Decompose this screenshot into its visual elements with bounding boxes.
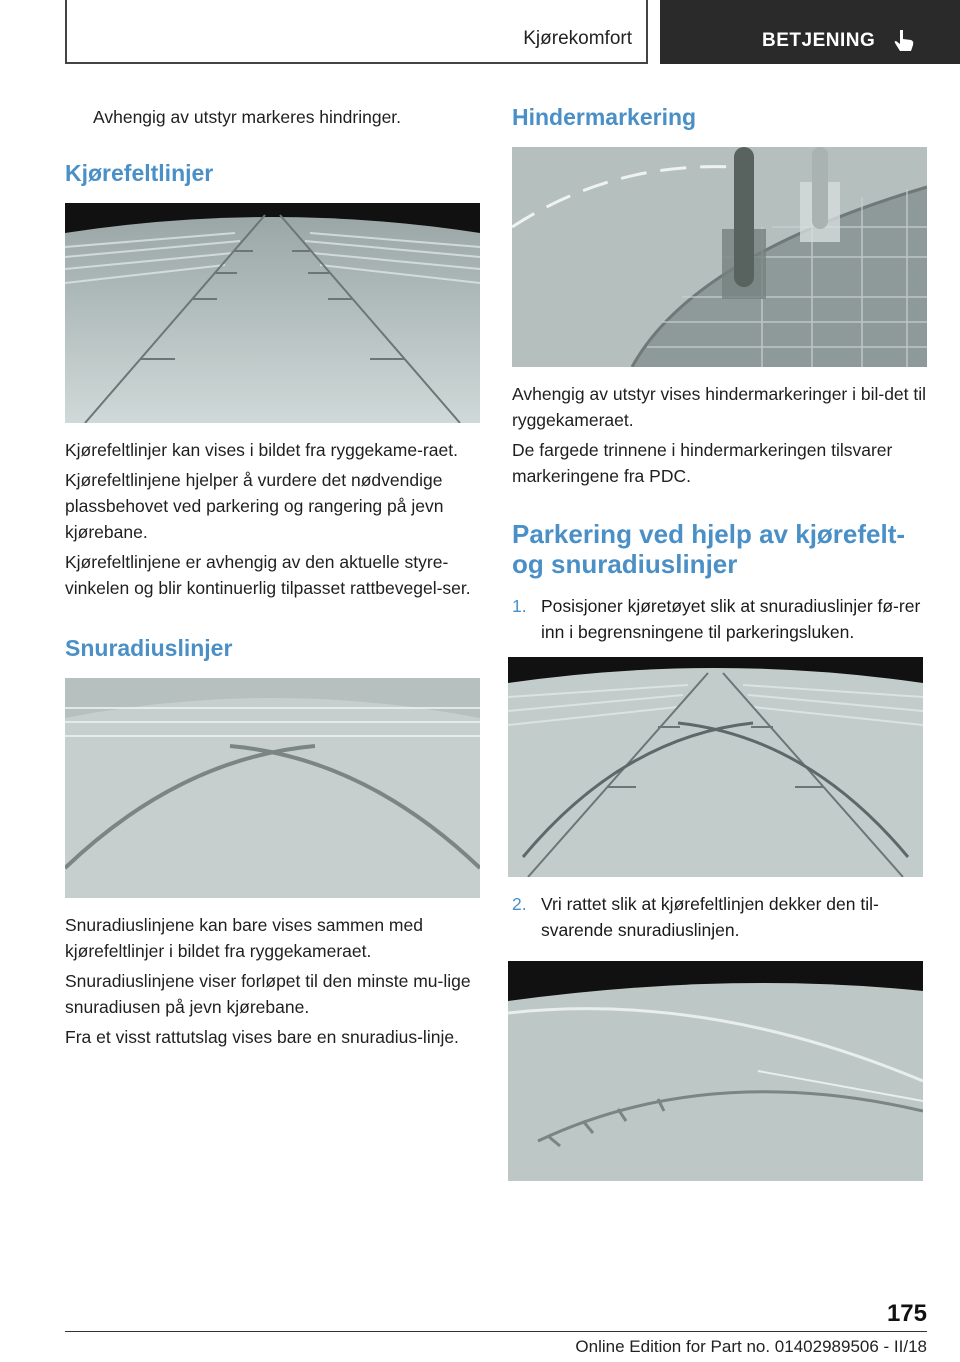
left-column [65,100,480,1050]
turning-radius-paragraph-3: Fra et visst rattutslag vises bare en snuradius-linje. [65,1027,459,1047]
obstacle-marking-paragraph-2: De fargede trinnene i hindermarkeringen tilsvarer markeringene fra PDC. [512,440,893,486]
obstacle-marking-paragraph-1: Avhengig av utstyr vises hindermarkeringer i bil-det til ryggekameraet. [512,384,927,430]
step-2 [512,891,927,943]
turning-radius-paragraph-1: Snuradiuslinjene kan bare vises sammen med kjørefeltlinjer i bildet fra ryggekameraet. [65,915,423,961]
lane-lines-heading: Kjørefeltlinjer [65,160,214,186]
lane-lines-paragraph-1: Kjørefeltlinjer kan vises i bildet fra ryggekame-raet. [65,440,458,460]
step-1-number: 1. [512,596,527,616]
turning-radius-paragraph-2: Snuradiuslinjene viser forløpet til den minste mu-lige snuradiusen på jevn kjørebane. [65,971,471,1017]
parking-step-1-figure [508,657,923,877]
header-chapter-title: BETJENING [762,30,876,51]
turning-radius-figure [65,678,480,898]
lane-lines-paragraph-3: Kjørefeltlinjene er avhengig av den aktuelle styre-vinkelen og blir kontinuerlig tilpasset rattbevegel-ser. [65,552,471,598]
hand-pointer-icon [891,28,917,54]
obstacle-marking-figure [512,147,927,367]
step-2-text: Vri rattet slik at kjørefeltlinjen dekker den til-svarende snuradiuslinjen. [541,894,879,940]
footer-divider [65,1331,927,1332]
step-2-number: 2. [512,894,527,914]
edition-note: Online Edition for Part no. 01402989506 - II/18 [575,1337,927,1356]
turning-radius-heading: Snuradiuslinjer [65,635,233,661]
header-chapter-tab [660,0,960,64]
intro-paragraph: Avhengig av utstyr markeres hindringer. [93,107,402,127]
step-1 [512,593,927,645]
parking-heading: Parkering ved hjelp av kjørefelt- og snuradiuslinjer [512,519,906,579]
obstacle-marking-heading: Hindermarkering [512,104,697,130]
lane-lines-figure [65,203,480,423]
step-1-text: Posisjoner kjøretøyet slik at snuradiuslinjer fø-rer inn i begrensningene til parkeringsluken. [541,596,921,642]
right-column [512,100,927,1181]
parking-step-2-figure [508,961,923,1181]
page-number: 175 [886,1300,927,1327]
header-section-title: Kjørekomfort [523,28,632,49]
header-section-tab [65,0,648,64]
lane-lines-paragraph-2: Kjørefeltlinjene hjelper å vurdere det nødvendige plassbehovet ved parkering og rangering på jevn kjørebane. [65,470,444,542]
